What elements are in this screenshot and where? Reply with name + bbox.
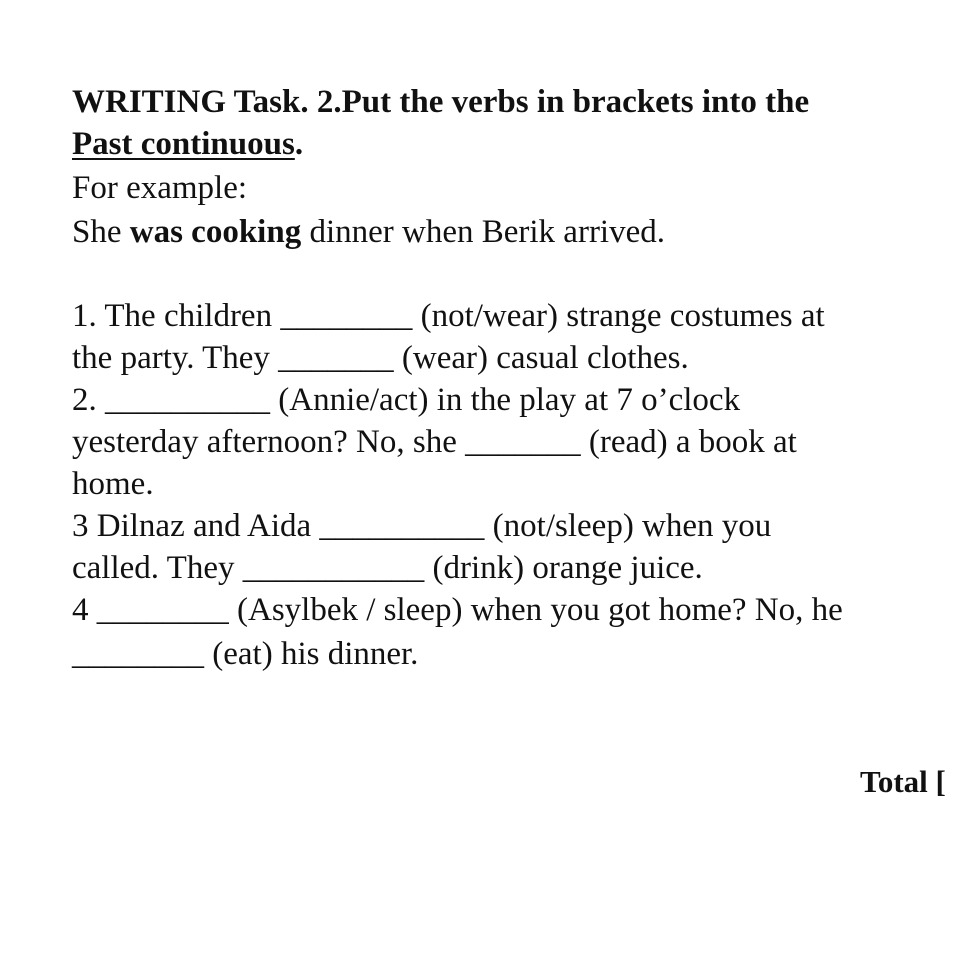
exercise-line-9: ________ (eat) his dinner. [72,636,419,672]
tense-name: Past continuous [72,126,295,162]
exercise-line-8: 4 ________ (Asylbek / sleep) when you got home? No, he [72,592,843,628]
task-heading-tense [72,124,303,164]
exercise-line-2: the party. They _______ (wear) casual clothes. [72,340,689,376]
exercise-line-4: yesterday afternoon? No, she _______ (read) a book at [72,424,797,460]
example-bold-verb: was cooking [129,214,302,250]
example-before: She [72,214,130,250]
tense-period: . [294,126,304,162]
exercise-line-7: called. They ___________ (drink) orange juice. [72,550,703,586]
exercise-line-1: 1. The children ________ (not/wear) strange costumes at [72,298,825,334]
example-sentence [72,212,665,252]
task-heading: WRITING Task. 2.Put the verbs in brackets into the [72,84,810,120]
exercise-line-3: 2. __________ (Annie/act) in the play at 7 o’clock [72,382,741,418]
exercise-line-6: 3 Dilnaz and Aida __________ (not/sleep) when you [72,508,772,544]
total-score-label: Total [ [860,764,946,799]
example-after: dinner when Berik arrived. [301,214,665,250]
exercise-line-5: home. [72,466,154,502]
example-label: For example: [72,170,248,206]
